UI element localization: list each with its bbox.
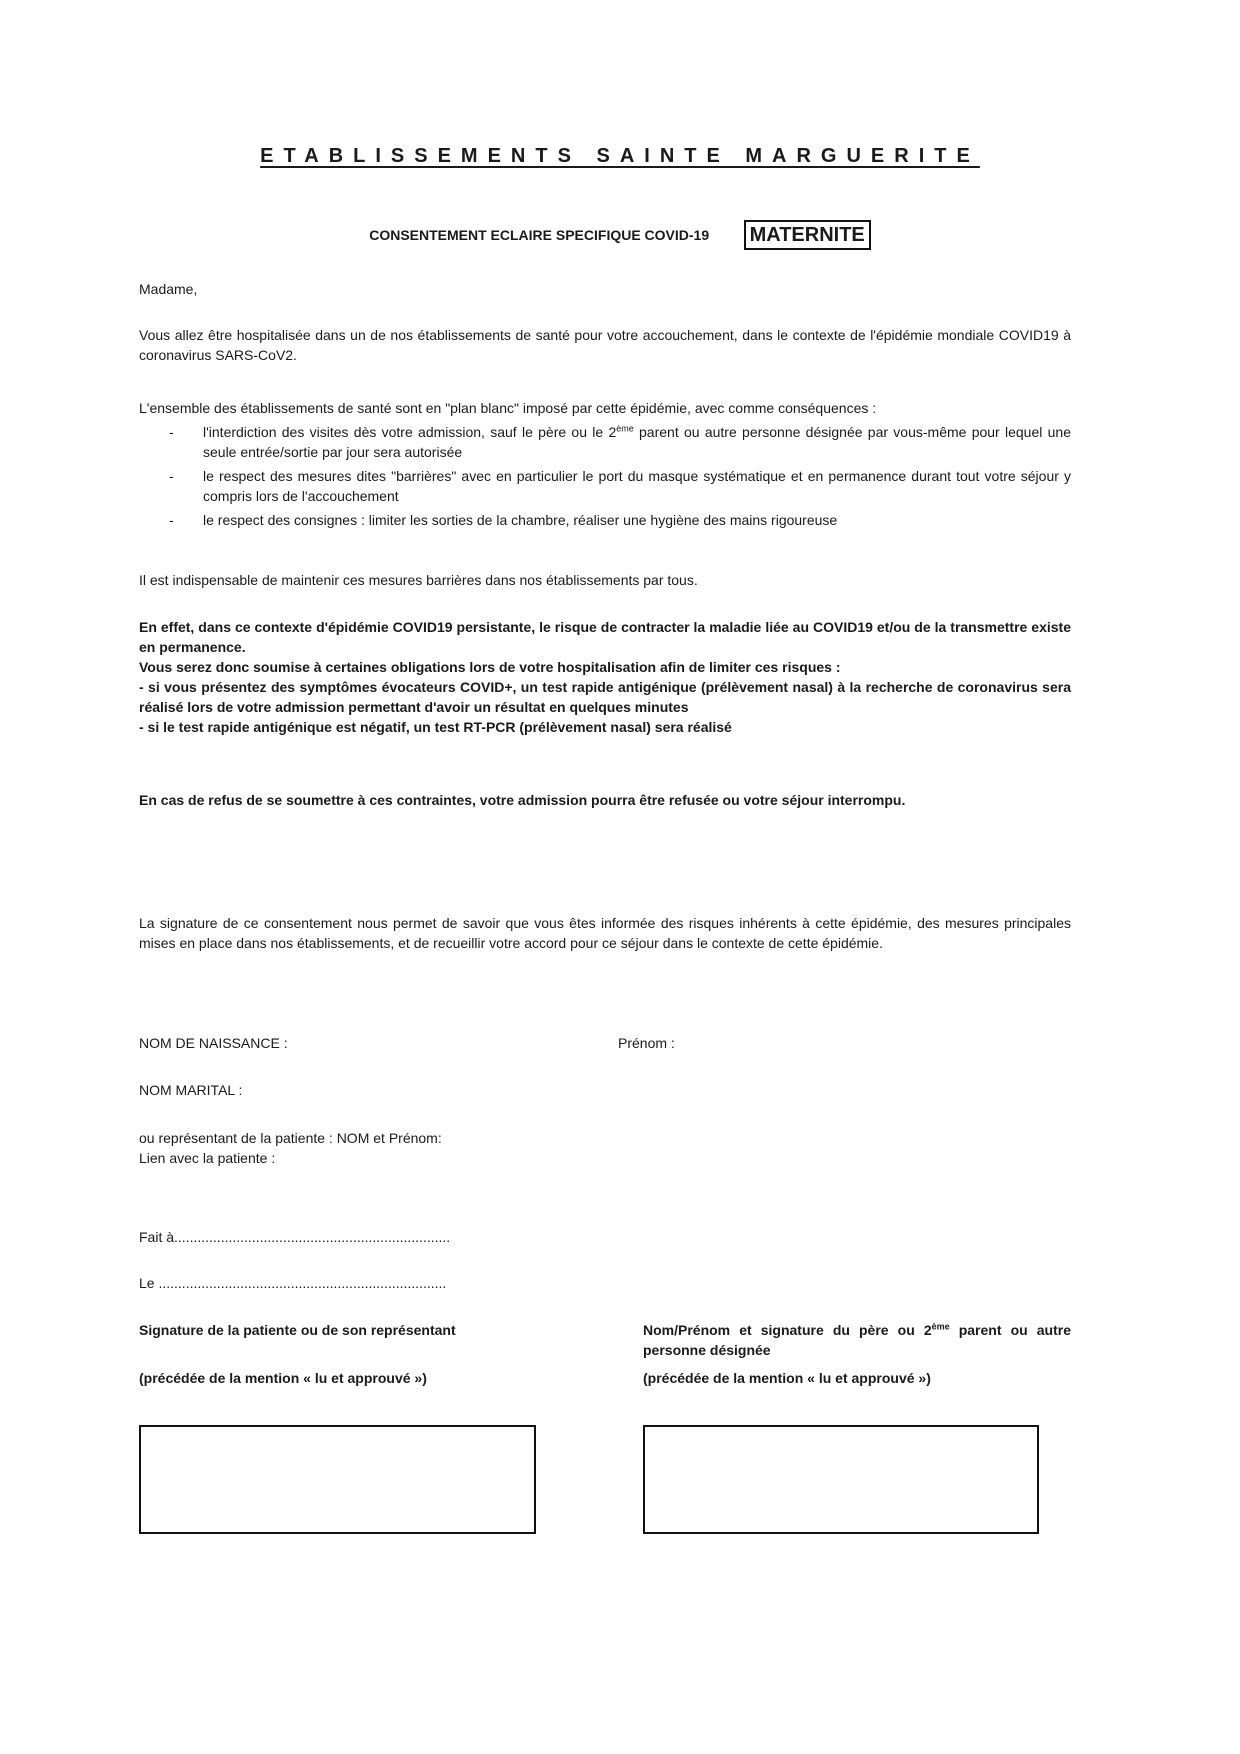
consent-title: CONSENTEMENT ECLAIRE SPECIFIQUE COVID-19 [369,227,710,243]
subtitle-row [0,220,1240,250]
organization-title [0,145,1240,168]
ordinal-superscript: ème [931,1321,950,1332]
first-name-label: Prénom : [618,1035,675,1051]
organization-name: ETABLISSEMENTS SAINTE MARGUERITE [260,145,980,167]
risk-paragraph [139,617,1071,737]
date-field[interactable]: Le .......................................................................... [139,1275,447,1291]
list-dash: - [169,468,174,484]
list-item-text-start: l'interdiction des visites dès votre admission, sauf le père ou le 2 [203,424,617,440]
maternite-badge: MATERNITE [744,220,871,250]
representative-label: ou représentant de la patiente : NOM et Prénom: [139,1130,442,1146]
intro-paragraph: Vous allez être hospitalisée dans un de nos établissements de santé pour votre accouchement, dans le contexte de l'épidémie mondiale COVID19 à coronavirus SARS-CoV2. [139,327,1071,363]
rt-pcr-line: - si le test rapide antigénique est négatif, un test RT-PCR (prélèvement nasal) sera réalisé [139,719,732,735]
patient-signature-mention: (précédée de la mention « lu et approuvé ») [139,1370,427,1386]
patient-signature-title: Signature de la patiente ou de son représentant [139,1322,456,1338]
list-dash: - [169,424,174,440]
salutation: Madame, [139,281,198,297]
refusal-paragraph: En cas de refus de se soumettre à ces contraintes, votre admission pourra être refusée ou votre séjour interrompu. [139,792,906,808]
ordinal-superscript: ème [616,423,634,434]
partner-title-end: parent ou autre personne désignée [643,1322,1071,1358]
relationship-label: Lien avec la patiente : [139,1150,276,1166]
birth-name-label: NOM DE NAISSANCE : [139,1035,288,1051]
list-item [169,422,1071,462]
symptoms-test-line: - si vous présentez des symptômes évocateurs COVID+, un test rapide antigénique (prélèvement nasal) à la recherche de coronavirus sera réalisé lors de votre admission permettant d'avoir un résultat en quelques minutes [139,679,1071,715]
indispensable-paragraph: Il est indispensable de maintenir ces mesures barrières dans nos établissements par tous. [139,572,698,588]
partner-title-start: Nom/Prénom et signature du père ou 2 [643,1322,932,1338]
list-item-text: le respect des consignes : limiter les sorties de la chambre, réaliser une hygiène des mains rigoureuse [203,512,838,528]
list-item [169,466,1071,506]
list-item [169,510,1071,530]
list-dash: - [169,512,174,528]
plan-blanc-paragraph: L'ensemble des établissements de santé sont en "plan blanc" imposé par cette épidémie, avec comme conséquences : [139,400,877,416]
obligations-line: Vous serez donc soumise à certaines obligations lors de votre hospitalisation afin de limiter ces risques : [139,659,841,675]
married-name-label: NOM MARITAL : [139,1082,243,1098]
partner-signature-title [643,1320,1071,1360]
place-field[interactable]: Fait à....................................................................... [139,1229,451,1245]
consequences-list [169,422,1071,534]
list-item-text-end: parent ou autre personne désignée par vous-même pour lequel une seule entrée/sortie par jour sera autorisée [203,424,1071,460]
patient-signature-box[interactable] [139,1425,536,1534]
signature-statement: La signature de ce consentement nous permet de savoir que vous êtes informée des risques inhérents à cette épidémie, des mesures principales mises en place dans nos établissements, et de recueillir votre accord pour ce séjour dans le contexte de cette épidémie. [139,915,1071,951]
list-item-text: le respect des mesures dites "barrières" avec en particulier le port du masque systématique et en permanence durant tout votre séjour y compris lors de l'accouchement [203,468,1071,504]
partner-signature-mention: (précédée de la mention « lu et approuvé ») [643,1370,931,1386]
risk-line: En effet, dans ce contexte d'épidémie COVID19 persistante, le risque de contracter la maladie liée au COVID19 et/ou de la transmettre existe en permanence. [139,619,1071,655]
partner-signature-box[interactable] [643,1425,1039,1534]
